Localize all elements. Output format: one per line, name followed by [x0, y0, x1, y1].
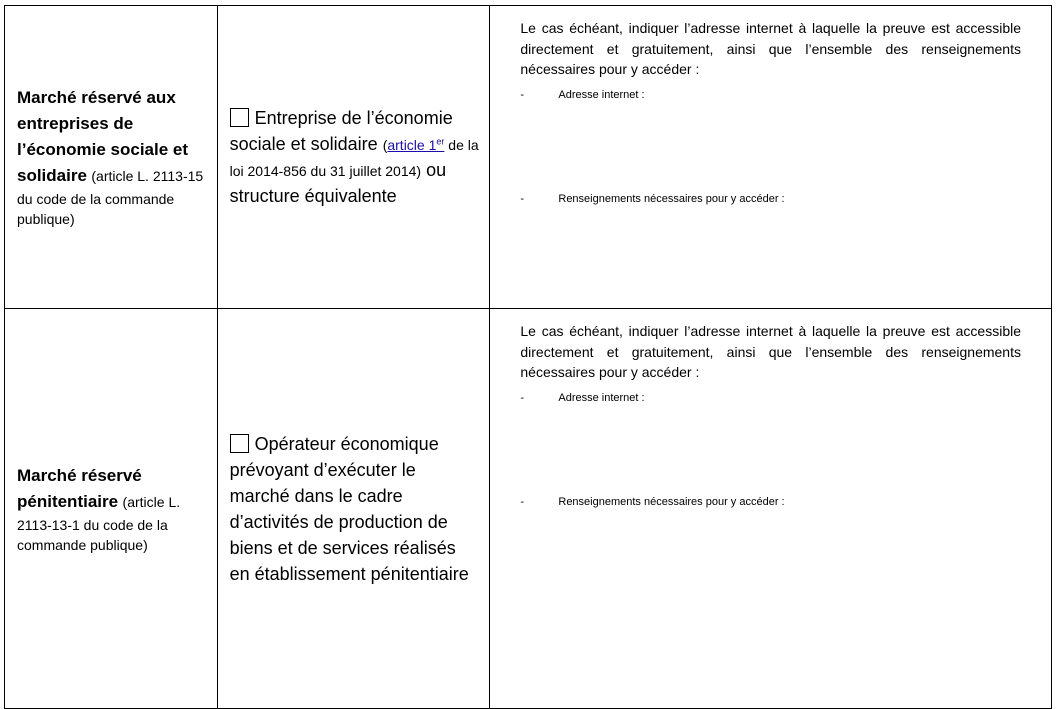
- option-text: Opérateur économique prévoyant d’exécuter le marché dans le cadre d’activités de production de biens et de services réalisés en établissement pénitentiaire: [229, 433, 469, 584]
- option-cell: [217, 309, 490, 709]
- address-label: Adresse internet :: [558, 391, 645, 404]
- info-label: Renseignements nécessaires pour y accéder :: [558, 495, 785, 508]
- info-item: [520, 192, 1021, 206]
- option-text: Entreprise de l’économie sociale et solidaire: [229, 108, 453, 154]
- bullet-dash: -: [520, 495, 525, 508]
- article-1-link[interactable]: [387, 137, 444, 153]
- market-type-cell: [5, 309, 218, 709]
- proof-instructions: Le cas échéant, indiquer l’adresse internet à laquelle la preuve est accessible directement et gratuitement, ainsi que l’ensemble des renseignements nécessaires pour y accéder :: [520, 323, 1021, 380]
- table-row: [5, 6, 1052, 309]
- info-item: [520, 495, 1021, 509]
- bullet-dash: -: [520, 88, 525, 101]
- proof-cell: [490, 6, 1052, 309]
- bullet-dash: -: [520, 391, 525, 404]
- paren-open: (: [382, 137, 388, 153]
- option-text-end: ou structure équivalente: [229, 160, 447, 206]
- address-item: [520, 88, 1021, 102]
- link-superscript: er: [436, 136, 445, 147]
- link-text: article 1: [387, 137, 437, 153]
- ess-checkbox[interactable]: [230, 108, 249, 127]
- proof-instructions: Le cas échéant, indiquer l’adresse internet à laquelle la preuve est accessible directement et gratuitement, ainsi que l’ensemble des renseignements nécessaires pour y accéder :: [520, 20, 1021, 77]
- bullet-dash: -: [520, 192, 525, 205]
- market-type-note: (article L. 2113-13-1 du code de la commande publique): [17, 493, 181, 553]
- table-row: [5, 309, 1052, 709]
- market-type-note: (article L. 2113-15 du code de la commande publique): [17, 168, 204, 227]
- market-type-cell: [5, 6, 218, 309]
- law-reference: de la loi 2014-856 du 31 juillet 2014): [229, 137, 479, 179]
- penitentiary-checkbox[interactable]: [230, 434, 249, 453]
- address-label: Adresse internet :: [558, 88, 645, 101]
- proof-cell: [490, 309, 1052, 709]
- option-cell: [217, 6, 490, 309]
- reserved-market-table: [4, 5, 1052, 709]
- market-type-title: Marché réservé pénitentiaire: [17, 465, 142, 511]
- address-item: [520, 391, 1021, 405]
- market-type-title: Marché réservé aux entreprises de l’économie sociale et solidaire: [17, 88, 189, 185]
- info-label: Renseignements nécessaires pour y accéder :: [558, 192, 785, 205]
